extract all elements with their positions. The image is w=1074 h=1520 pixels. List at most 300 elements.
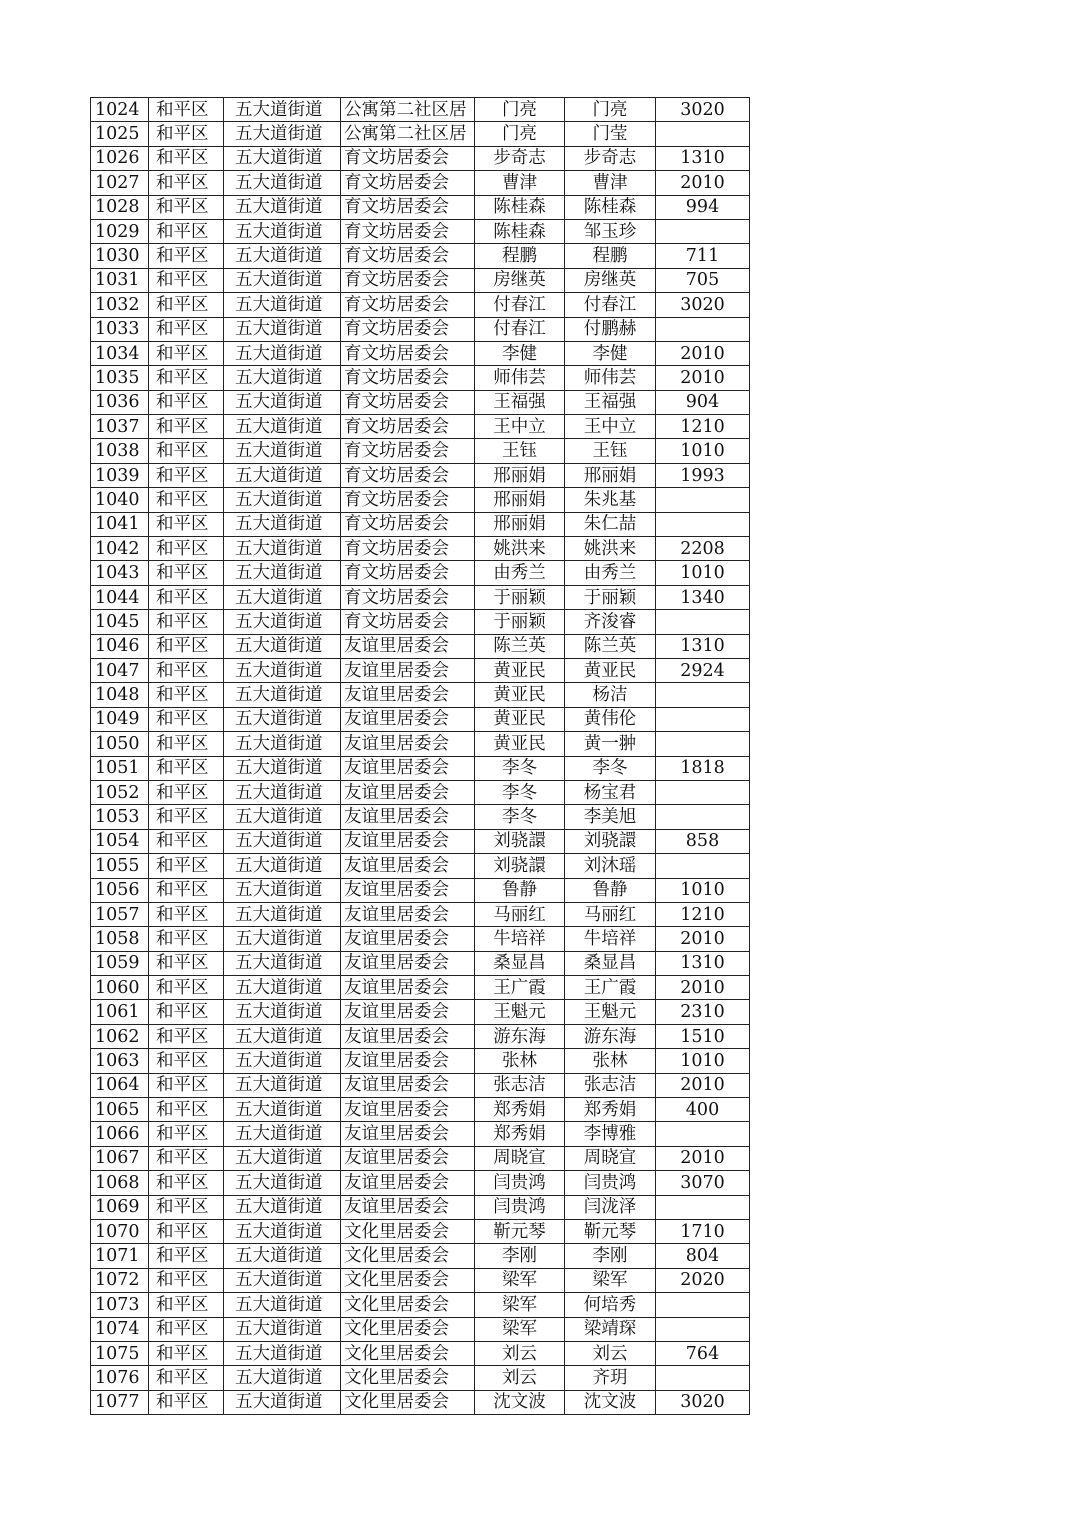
member-name-cell: 沈文波 (565, 1390, 656, 1414)
amount-cell (656, 1122, 750, 1146)
household-head-cell: 郑秀娟 (475, 1122, 565, 1146)
district-cell: 和平区 (149, 1219, 224, 1243)
community-cell: 友谊里居委会 (341, 1146, 475, 1170)
street-cell: 五大道街道 (224, 854, 341, 878)
amount-cell (656, 1293, 750, 1317)
street-cell: 五大道街道 (224, 805, 341, 829)
street-cell: 五大道街道 (224, 171, 341, 195)
member-name-cell: 门亮 (565, 98, 656, 122)
household-head-cell: 鲁静 (475, 878, 565, 902)
row-id-cell: 1025 (91, 122, 149, 146)
row-id-cell: 1028 (91, 195, 149, 219)
household-head-cell: 门亮 (475, 122, 565, 146)
household-head-cell: 黄亚民 (475, 732, 565, 756)
household-head-cell: 梁军 (475, 1317, 565, 1341)
household-head-cell: 闫贵鸿 (475, 1195, 565, 1219)
table-row (91, 1195, 750, 1219)
street-cell: 五大道街道 (224, 268, 341, 292)
community-cell: 友谊里居委会 (341, 1171, 475, 1195)
community-cell: 文化里居委会 (341, 1244, 475, 1268)
table-row (91, 951, 750, 975)
member-name-cell: 刘骁譞 (565, 829, 656, 853)
household-head-cell: 李健 (475, 341, 565, 365)
row-id-cell: 1052 (91, 780, 149, 804)
district-cell: 和平区 (149, 122, 224, 146)
district-cell: 和平区 (149, 634, 224, 658)
member-name-cell: 门莹 (565, 122, 656, 146)
household-head-cell: 曹津 (475, 171, 565, 195)
row-id-cell: 1033 (91, 317, 149, 341)
street-cell: 五大道街道 (224, 1268, 341, 1292)
amount-cell: 2010 (656, 927, 750, 951)
amount-cell (656, 219, 750, 243)
district-cell: 和平区 (149, 512, 224, 536)
street-cell: 五大道街道 (224, 1195, 341, 1219)
street-cell: 五大道街道 (224, 658, 341, 682)
amount-cell: 1340 (656, 585, 750, 609)
district-cell: 和平区 (149, 756, 224, 780)
row-id-cell: 1071 (91, 1244, 149, 1268)
community-cell: 育文坊居委会 (341, 317, 475, 341)
household-head-cell: 刘骁譞 (475, 854, 565, 878)
district-cell: 和平区 (149, 1000, 224, 1024)
household-head-cell: 邢丽娟 (475, 463, 565, 487)
community-cell: 文化里居委会 (341, 1219, 475, 1243)
table-row (91, 805, 750, 829)
household-head-cell: 王中立 (475, 415, 565, 439)
table-row (91, 366, 750, 390)
row-id-cell: 1034 (91, 341, 149, 365)
member-name-cell: 王魁元 (565, 1000, 656, 1024)
table-row (91, 1171, 750, 1195)
district-cell: 和平区 (149, 415, 224, 439)
member-name-cell: 王福强 (565, 390, 656, 414)
row-id-cell: 1029 (91, 219, 149, 243)
row-id-cell: 1048 (91, 683, 149, 707)
table-row (91, 1098, 750, 1122)
district-cell: 和平区 (149, 463, 224, 487)
row-id-cell: 1054 (91, 829, 149, 853)
amount-cell (656, 1317, 750, 1341)
street-cell: 五大道街道 (224, 1122, 341, 1146)
table-row (91, 1049, 750, 1073)
community-cell: 育文坊居委会 (341, 415, 475, 439)
district-cell: 和平区 (149, 1317, 224, 1341)
amount-cell (656, 683, 750, 707)
amount-cell (656, 512, 750, 536)
community-cell: 友谊里居委会 (341, 1073, 475, 1097)
amount-cell: 1710 (656, 1219, 750, 1243)
household-head-cell: 刘云 (475, 1366, 565, 1390)
amount-cell (656, 122, 750, 146)
row-id-cell: 1058 (91, 927, 149, 951)
street-cell: 五大道街道 (224, 293, 341, 317)
row-id-cell: 1050 (91, 732, 149, 756)
amount-cell: 1210 (656, 415, 750, 439)
street-cell: 五大道街道 (224, 146, 341, 170)
row-id-cell: 1027 (91, 171, 149, 195)
row-id-cell: 1037 (91, 415, 149, 439)
member-name-cell: 王广霞 (565, 976, 656, 1000)
row-id-cell: 1077 (91, 1390, 149, 1414)
district-cell: 和平区 (149, 1390, 224, 1414)
district-cell: 和平区 (149, 293, 224, 317)
table-row (91, 219, 750, 243)
street-cell: 五大道街道 (224, 1219, 341, 1243)
amount-cell: 2010 (656, 1073, 750, 1097)
row-id-cell: 1035 (91, 366, 149, 390)
street-cell: 五大道街道 (224, 122, 341, 146)
district-cell: 和平区 (149, 98, 224, 122)
street-cell: 五大道街道 (224, 512, 341, 536)
table-row (91, 244, 750, 268)
community-cell: 育文坊居委会 (341, 561, 475, 585)
member-name-cell: 黄一翀 (565, 732, 656, 756)
row-id-cell: 1067 (91, 1146, 149, 1170)
row-id-cell: 1066 (91, 1122, 149, 1146)
amount-cell: 764 (656, 1341, 750, 1365)
amount-cell: 2310 (656, 1000, 750, 1024)
street-cell: 五大道街道 (224, 488, 341, 512)
amount-cell: 2010 (656, 366, 750, 390)
street-cell: 五大道街道 (224, 1024, 341, 1048)
community-cell: 育文坊居委会 (341, 244, 475, 268)
community-cell: 文化里居委会 (341, 1293, 475, 1317)
row-id-cell: 1049 (91, 707, 149, 731)
street-cell: 五大道街道 (224, 98, 341, 122)
row-id-cell: 1070 (91, 1219, 149, 1243)
row-id-cell: 1059 (91, 951, 149, 975)
row-id-cell: 1068 (91, 1171, 149, 1195)
household-head-cell: 李冬 (475, 780, 565, 804)
district-cell: 和平区 (149, 146, 224, 170)
household-head-cell: 王钰 (475, 439, 565, 463)
amount-cell: 804 (656, 1244, 750, 1268)
community-cell: 友谊里居委会 (341, 805, 475, 829)
street-cell: 五大道街道 (224, 1073, 341, 1097)
member-name-cell: 王钰 (565, 439, 656, 463)
member-name-cell: 郑秀娟 (565, 1098, 656, 1122)
community-cell: 育文坊居委会 (341, 439, 475, 463)
community-cell: 育文坊居委会 (341, 341, 475, 365)
member-name-cell: 陈兰英 (565, 634, 656, 658)
district-cell: 和平区 (149, 537, 224, 561)
amount-cell (656, 1366, 750, 1390)
street-cell: 五大道街道 (224, 1341, 341, 1365)
amount-cell: 994 (656, 195, 750, 219)
street-cell: 五大道街道 (224, 902, 341, 926)
table-row (91, 976, 750, 1000)
community-cell: 育文坊居委会 (341, 195, 475, 219)
amount-cell: 2208 (656, 537, 750, 561)
table-row (91, 537, 750, 561)
community-cell: 育文坊居委会 (341, 366, 475, 390)
amount-cell: 400 (656, 1098, 750, 1122)
district-cell: 和平区 (149, 976, 224, 1000)
row-id-cell: 1045 (91, 610, 149, 634)
table-row (91, 390, 750, 414)
district-cell: 和平区 (149, 878, 224, 902)
amount-cell: 1010 (656, 439, 750, 463)
row-id-cell: 1065 (91, 1098, 149, 1122)
district-cell: 和平区 (149, 244, 224, 268)
member-name-cell: 周晓宣 (565, 1146, 656, 1170)
row-id-cell: 1061 (91, 1000, 149, 1024)
table-row (91, 512, 750, 536)
district-cell: 和平区 (149, 927, 224, 951)
household-head-cell: 桑显昌 (475, 951, 565, 975)
street-cell: 五大道街道 (224, 561, 341, 585)
street-cell: 五大道街道 (224, 927, 341, 951)
table-row (91, 927, 750, 951)
amount-cell: 904 (656, 390, 750, 414)
street-cell: 五大道街道 (224, 341, 341, 365)
table-row (91, 341, 750, 365)
member-name-cell: 杨洁 (565, 683, 656, 707)
amount-cell: 1310 (656, 951, 750, 975)
household-head-cell: 姚洪来 (475, 537, 565, 561)
amount-cell: 3020 (656, 1390, 750, 1414)
street-cell: 五大道街道 (224, 829, 341, 853)
district-cell: 和平区 (149, 707, 224, 731)
member-name-cell: 游东海 (565, 1024, 656, 1048)
row-id-cell: 1024 (91, 98, 149, 122)
community-cell: 友谊里居委会 (341, 732, 475, 756)
row-id-cell: 1044 (91, 585, 149, 609)
district-cell: 和平区 (149, 1024, 224, 1048)
community-cell: 友谊里居委会 (341, 878, 475, 902)
street-cell: 五大道街道 (224, 219, 341, 243)
district-cell: 和平区 (149, 683, 224, 707)
amount-cell: 858 (656, 829, 750, 853)
district-cell: 和平区 (149, 732, 224, 756)
table-row (91, 780, 750, 804)
member-name-cell: 由秀兰 (565, 561, 656, 585)
row-id-cell: 1043 (91, 561, 149, 585)
community-cell: 友谊里居委会 (341, 634, 475, 658)
district-cell: 和平区 (149, 1122, 224, 1146)
row-id-cell: 1060 (91, 976, 149, 1000)
amount-cell: 2010 (656, 1146, 750, 1170)
community-cell: 育文坊居委会 (341, 219, 475, 243)
member-name-cell: 姚洪来 (565, 537, 656, 561)
amount-cell: 711 (656, 244, 750, 268)
row-id-cell: 1062 (91, 1024, 149, 1048)
table-row (91, 1341, 750, 1365)
member-name-cell: 李健 (565, 341, 656, 365)
member-name-cell: 何培秀 (565, 1293, 656, 1317)
table-row (91, 707, 750, 731)
table-row (91, 1293, 750, 1317)
table-row (91, 146, 750, 170)
member-name-cell: 李美旭 (565, 805, 656, 829)
row-id-cell: 1046 (91, 634, 149, 658)
district-cell: 和平区 (149, 171, 224, 195)
street-cell: 五大道街道 (224, 390, 341, 414)
member-name-cell: 刘沐瑶 (565, 854, 656, 878)
member-name-cell: 闫泷泽 (565, 1195, 656, 1219)
member-name-cell: 付鹏赫 (565, 317, 656, 341)
member-name-cell: 朱仁喆 (565, 512, 656, 536)
member-name-cell: 李冬 (565, 756, 656, 780)
member-name-cell: 齐玥 (565, 1366, 656, 1390)
district-cell: 和平区 (149, 951, 224, 975)
member-name-cell: 靳元琴 (565, 1219, 656, 1243)
amount-cell: 2020 (656, 1268, 750, 1292)
member-name-cell: 于丽颖 (565, 585, 656, 609)
table-row (91, 122, 750, 146)
community-cell: 友谊里居委会 (341, 1195, 475, 1219)
community-cell: 公寓第二社区居 (341, 98, 475, 122)
district-cell: 和平区 (149, 488, 224, 512)
household-head-cell: 师伟芸 (475, 366, 565, 390)
district-cell: 和平区 (149, 610, 224, 634)
street-cell: 五大道街道 (224, 366, 341, 390)
row-id-cell: 1030 (91, 244, 149, 268)
amount-cell: 1010 (656, 1049, 750, 1073)
member-name-cell: 齐浚睿 (565, 610, 656, 634)
street-cell: 五大道街道 (224, 1000, 341, 1024)
district-cell: 和平区 (149, 829, 224, 853)
table-row (91, 488, 750, 512)
member-name-cell: 张志洁 (565, 1073, 656, 1097)
table-row (91, 1000, 750, 1024)
street-cell: 五大道街道 (224, 463, 341, 487)
community-cell: 友谊里居委会 (341, 902, 475, 926)
row-id-cell: 1075 (91, 1341, 149, 1365)
household-head-cell: 周晓宣 (475, 1146, 565, 1170)
household-head-cell: 梁军 (475, 1293, 565, 1317)
table-row (91, 1244, 750, 1268)
table-body (91, 98, 750, 1415)
table-row (91, 1219, 750, 1243)
street-cell: 五大道街道 (224, 732, 341, 756)
table-row (91, 756, 750, 780)
table-row (91, 585, 750, 609)
community-cell: 育文坊居委会 (341, 293, 475, 317)
street-cell: 五大道街道 (224, 1146, 341, 1170)
household-head-cell: 梁军 (475, 1268, 565, 1292)
household-head-cell: 李冬 (475, 805, 565, 829)
community-cell: 友谊里居委会 (341, 683, 475, 707)
member-name-cell: 桑显昌 (565, 951, 656, 975)
household-head-cell: 陈兰英 (475, 634, 565, 658)
street-cell: 五大道街道 (224, 1244, 341, 1268)
amount-cell: 1310 (656, 634, 750, 658)
street-cell: 五大道街道 (224, 1390, 341, 1414)
community-cell: 友谊里居委会 (341, 658, 475, 682)
community-cell: 育文坊居委会 (341, 610, 475, 634)
table-row (91, 439, 750, 463)
member-name-cell: 梁靖琛 (565, 1317, 656, 1341)
amount-cell: 1010 (656, 878, 750, 902)
district-cell: 和平区 (149, 1293, 224, 1317)
street-cell: 五大道街道 (224, 756, 341, 780)
district-cell: 和平区 (149, 1195, 224, 1219)
community-cell: 育文坊居委会 (341, 488, 475, 512)
amount-cell (656, 780, 750, 804)
household-head-cell: 程鹏 (475, 244, 565, 268)
household-head-cell: 王广霞 (475, 976, 565, 1000)
row-id-cell: 1055 (91, 854, 149, 878)
member-name-cell: 杨宝君 (565, 780, 656, 804)
table-row (91, 902, 750, 926)
household-head-cell: 闫贵鸿 (475, 1171, 565, 1195)
street-cell: 五大道街道 (224, 976, 341, 1000)
community-cell: 友谊里居委会 (341, 829, 475, 853)
amount-cell: 3020 (656, 293, 750, 317)
household-head-cell: 黄亚民 (475, 707, 565, 731)
community-cell: 文化里居委会 (341, 1317, 475, 1341)
community-cell: 友谊里居委会 (341, 927, 475, 951)
district-cell: 和平区 (149, 780, 224, 804)
table-row (91, 293, 750, 317)
table-row (91, 1024, 750, 1048)
street-cell: 五大道街道 (224, 1171, 341, 1195)
amount-cell: 1210 (656, 902, 750, 926)
district-cell: 和平区 (149, 658, 224, 682)
member-name-cell: 李博雅 (565, 1122, 656, 1146)
district-cell: 和平区 (149, 1341, 224, 1365)
row-id-cell: 1042 (91, 537, 149, 561)
row-id-cell: 1076 (91, 1366, 149, 1390)
district-cell: 和平区 (149, 1049, 224, 1073)
table-row (91, 878, 750, 902)
table-row (91, 1366, 750, 1390)
street-cell: 五大道街道 (224, 415, 341, 439)
street-cell: 五大道街道 (224, 537, 341, 561)
household-head-cell: 牛培祥 (475, 927, 565, 951)
member-name-cell: 曹津 (565, 171, 656, 195)
amount-cell: 2010 (656, 976, 750, 1000)
household-head-cell: 黄亚民 (475, 683, 565, 707)
community-cell: 育文坊居委会 (341, 390, 475, 414)
community-cell: 育文坊居委会 (341, 585, 475, 609)
household-head-cell: 步奇志 (475, 146, 565, 170)
household-head-cell: 邢丽娟 (475, 488, 565, 512)
row-id-cell: 1031 (91, 268, 149, 292)
table-row (91, 171, 750, 195)
street-cell: 五大道街道 (224, 951, 341, 975)
table-row (91, 683, 750, 707)
table-row (91, 1146, 750, 1170)
amount-cell (656, 488, 750, 512)
community-cell: 公寓第二社区居 (341, 122, 475, 146)
amount-cell (656, 732, 750, 756)
street-cell: 五大道街道 (224, 1366, 341, 1390)
street-cell: 五大道街道 (224, 780, 341, 804)
member-name-cell: 梁军 (565, 1268, 656, 1292)
amount-cell (656, 805, 750, 829)
household-head-cell: 于丽颖 (475, 585, 565, 609)
community-cell: 友谊里居委会 (341, 756, 475, 780)
amount-cell (656, 317, 750, 341)
household-head-cell: 房继英 (475, 268, 565, 292)
row-id-cell: 1053 (91, 805, 149, 829)
row-id-cell: 1057 (91, 902, 149, 926)
community-cell: 育文坊居委会 (341, 463, 475, 487)
member-name-cell: 黄亚民 (565, 658, 656, 682)
amount-cell: 2010 (656, 171, 750, 195)
amount-cell (656, 707, 750, 731)
community-cell: 育文坊居委会 (341, 146, 475, 170)
row-id-cell: 1074 (91, 1317, 149, 1341)
table-row (91, 561, 750, 585)
district-cell: 和平区 (149, 1098, 224, 1122)
amount-cell: 1818 (656, 756, 750, 780)
table-row (91, 268, 750, 292)
row-id-cell: 1056 (91, 878, 149, 902)
